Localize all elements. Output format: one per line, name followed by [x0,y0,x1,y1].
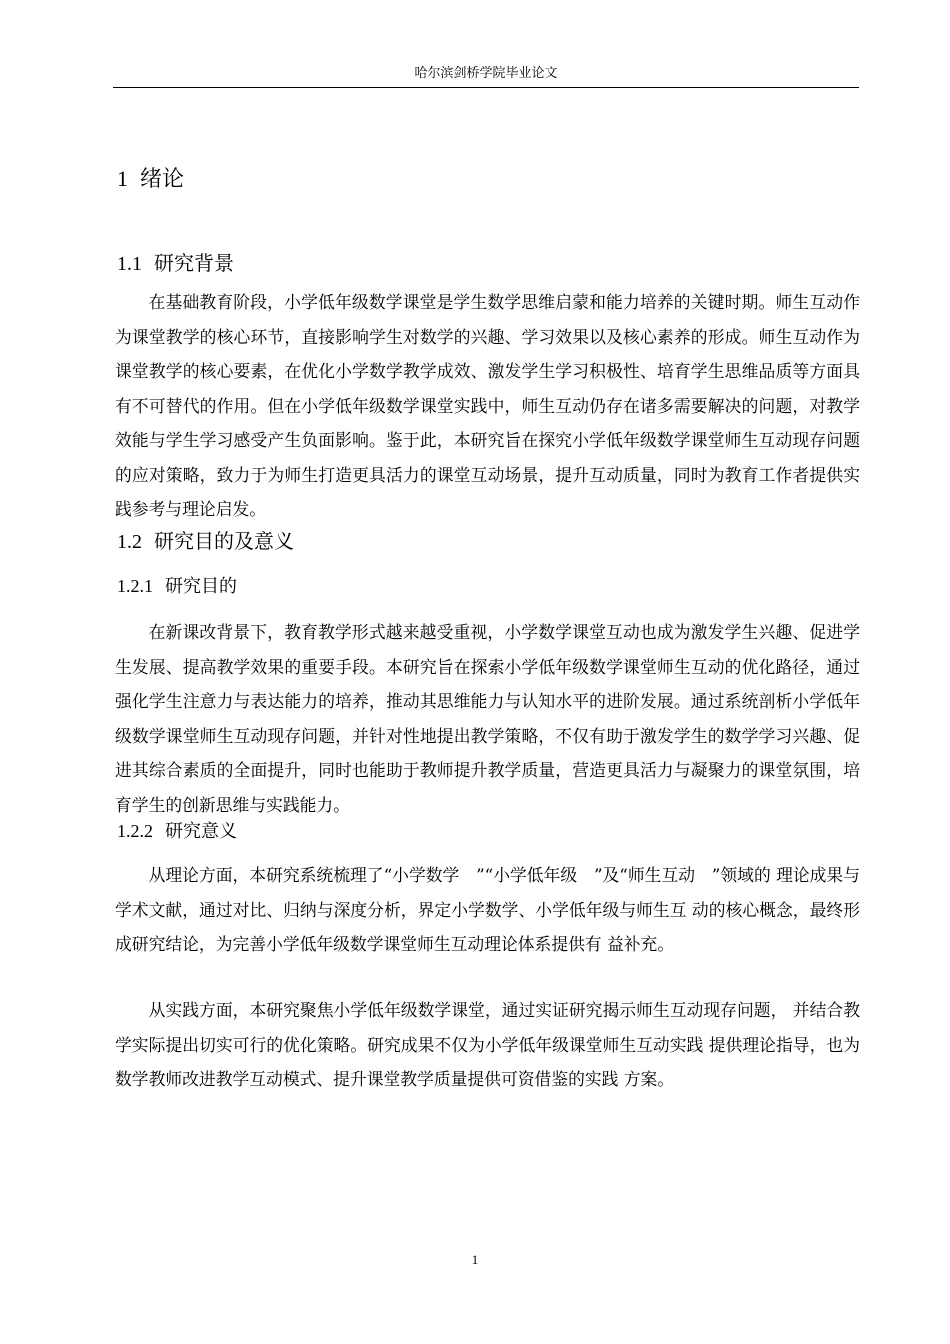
section-title: 研究目的及意义 [154,529,294,553]
subsection-title: 研究目的 [165,576,237,597]
subsection-heading-1-2-2 [117,819,237,844]
section-heading-1-2 [117,528,294,555]
purpose-paragraph: 在新课改背景下，教育教学形式越来越受重视，小学数学课堂互动也成为激发学生兴趣、促进学生发展、提高教学效果的重要手段。本研究旨在探索小学低年级数学课堂师生互动的优化路径，通过强化学生注意力与表达能力的培养，推动其思维能力与认知水平的进阶发展。通过系统剖析小学低年级数学课堂师生互动现存问题，并针对性地提出教学策略，不仅有助于激发学生的数学学习兴趣、促进其综合素质的全面提升，同时也能助于教师提升教学质量，营造更具活力与凝聚力的课堂氛围，培育学生的创新思维与实践能力。 [115,622,860,815]
chapter-heading [117,165,184,194]
subsection-number: 1.2.1 [117,576,153,596]
section-number: 1.2 [117,531,142,553]
background-paragraph: 在基础教育阶段，小学低年级数学课堂是学生数学思维启蒙和能力培养的关键时期。师生互动作为课堂教学的核心环节，直接影响学生对数学的兴趣、学习效果以及核心素养的形成。师生互动作为课堂教学的核心要素，在优化小学数学教学成效、激发学生学习积极性、培育学生思维品质等方面具有不可替代的作用。但在小学低年级数学课堂实践中，师生互动仍存在诸多需要解决的问题，对教学效能与学生学习感受产生负面影响。鉴于此，本研究旨在探究小学低年级数学课堂师生互动现存问题的应对策略，致力于为师生打造更具活力的课堂互动场景，提升互动质量，同时为教育工作者提供实践参考与理论启发。 [115,292,860,519]
section-number: 1.1 [117,253,142,275]
subsection-number: 1.2.2 [117,821,153,841]
subsection-title: 研究意义 [165,821,237,842]
running-header: 哈尔滨剑桥学院毕业论文 [414,66,558,81]
subsection-heading-1-2-1 [117,574,237,599]
section-title: 研究背景 [154,251,234,275]
page-number: 1 [471,1252,479,1267]
practical-significance-paragraph: 从实践方面，本研究聚焦小学低年级数学课堂，通过实证研究揭示师生互动现存问题， 并结合教学实际提出切实可行的优化策略。研究成果不仅为小学低年级课堂师生互动实践 提供理论指导，也为数学教师改进教学互动模式、提升课堂教学质量提供可资借鉴的实践 方案。 [115,1000,860,1089]
chapter-title: 绪论 [140,167,185,192]
header-rule [113,87,859,88]
chapter-number: 1 [117,166,128,191]
section-heading-1-1 [117,250,234,277]
theoretical-significance-paragraph: 从理论方面，本研究系统梳理了“小学数学 ”“小学低年级 ”及“师生互动 ”领域的 理论成果与学术文献，通过对比、归纳与深度分析，界定小学数学、小学低年级与师生互 动的核心概念，最终形成研究结论，为完善小学低年级数学课堂师生互动理论体系提供有 益补充。 [115,865,860,954]
